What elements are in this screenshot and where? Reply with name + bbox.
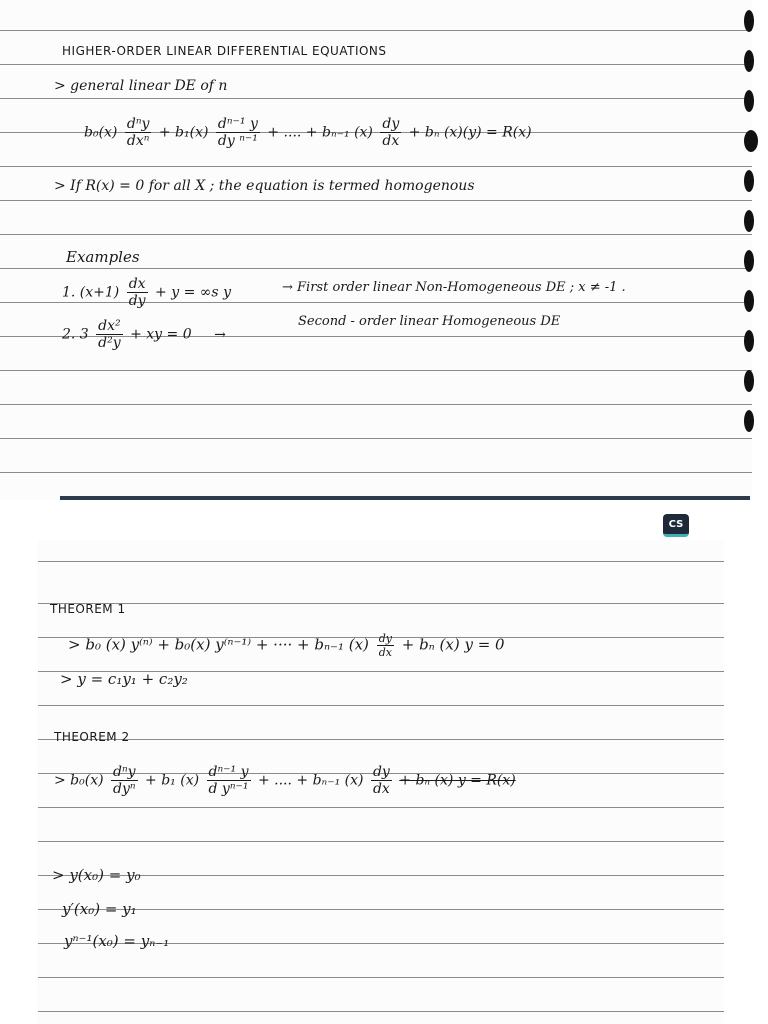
binder-hole-icon	[744, 170, 754, 192]
theorem-2-denominator-3: dx	[372, 781, 390, 797]
theorem-2-fraction-1	[111, 764, 138, 797]
term3-numerator: dy	[382, 116, 400, 132]
example-2-numerator: dx²	[98, 318, 121, 334]
initial-condition-2: y′(x₀) = y₁	[62, 900, 137, 918]
example-1-rest: + y = ∞s y	[155, 284, 231, 301]
examples-title: Examples	[66, 248, 140, 266]
theorem-2-tail: + bₙ (x) y = R(x)	[399, 772, 516, 789]
binder-hole-icon	[744, 50, 754, 72]
theorem-2-lead: > b₀(x)	[54, 772, 104, 789]
theorem-2-fraction-2	[207, 764, 251, 797]
example-1-numerator: dx	[128, 276, 146, 292]
term3-fraction	[380, 116, 401, 149]
example-2-description: Second - order linear Homogeneous DE	[298, 314, 561, 329]
theorem-1-fraction	[377, 632, 394, 659]
example-1-description: → First order linear Non-Homogeneous DE ; x ≠ -1 .	[282, 280, 626, 295]
homogeneous-note: > If R(x) = 0 for all X ; the equation is termed homogenous	[54, 178, 475, 194]
term1-denominator: dxⁿ	[126, 133, 150, 149]
term2-coefficient: b₁(x)	[175, 124, 209, 141]
theorem-2-middle: + b₁ (x)	[145, 772, 200, 789]
binder-hole-icon	[744, 410, 754, 432]
binder-hole-icon	[744, 90, 754, 112]
term1-coefficient: b₀(x)	[84, 124, 118, 141]
term1-numerator: dⁿy	[126, 116, 150, 132]
binder-hole-icon	[744, 250, 754, 272]
theorem-1-title: THEOREM 1	[50, 602, 126, 616]
example-1-denominator: dy	[128, 293, 146, 309]
binder-holes	[744, 10, 758, 450]
plus-sign: +	[158, 124, 171, 141]
term2-numerator: dⁿ⁻¹ y	[217, 116, 258, 132]
initial-condition-3: yⁿ⁻¹(x₀) = yₙ₋₁	[64, 932, 170, 950]
theorem-2-denominator-1: dyⁿ	[113, 781, 136, 797]
theorem-2-fraction-3	[371, 764, 392, 797]
theorem-2-middle-2: + .... + bₙ₋₁ (x)	[257, 772, 364, 789]
example-1-fraction	[127, 276, 148, 309]
binder-hole-icon	[744, 330, 754, 352]
binder-hole-icon	[744, 370, 754, 392]
theorem-2-numerator-3: dy	[372, 764, 390, 780]
page-1-bottom-edge	[60, 496, 750, 500]
page-heading: HIGHER-ORDER LINEAR DIFFERENTIAL EQUATIONS	[62, 44, 387, 58]
theorem-2-numerator-1: dⁿy	[113, 764, 136, 780]
theorem-2-numerator-2: dⁿ⁻¹ y	[208, 764, 249, 780]
theorem-1-denominator: dx	[378, 646, 392, 659]
theorem-1-numerator: dy	[378, 632, 392, 645]
theorem-2-denominator-2: d yⁿ⁻¹	[208, 781, 249, 797]
ellipsis-plus: + .... +	[267, 124, 318, 141]
term1-fraction	[125, 116, 152, 149]
initial-condition-1: > y(x₀) = y₀	[52, 866, 141, 884]
term2-fraction	[216, 116, 260, 149]
example-1-lead: 1. (x+1)	[62, 284, 120, 301]
example-2	[62, 318, 226, 351]
example-2-fraction	[96, 318, 122, 351]
binder-hole-icon	[744, 290, 754, 312]
theorem-1-solution: > y = c₁y₁ + c₂y₂	[60, 670, 188, 688]
example-1	[62, 276, 231, 309]
binder-hole-icon	[744, 10, 754, 32]
example-2-rest: + xy = 0	[130, 326, 192, 343]
example-2-denominator: d²y	[98, 335, 121, 351]
theorem-2-equation	[54, 764, 516, 797]
binder-hole-icon	[744, 130, 758, 152]
theorem-1-equation-end: + bₙ (x) y = 0	[401, 635, 505, 654]
binder-hole-icon	[744, 210, 754, 232]
camscanner-logo-icon: CS	[663, 514, 689, 537]
example-2-lead: 2. 3	[62, 326, 89, 343]
general-equation	[84, 116, 532, 149]
term2-denominator: dy ⁿ⁻¹	[217, 133, 258, 149]
theorem-1-equation	[68, 632, 505, 659]
equation-tail: + bₙ (x)(y) = R(x)	[408, 124, 532, 141]
notebook-page-2	[38, 540, 724, 1024]
theorem-2-title: THEOREM 2	[54, 730, 130, 744]
theorem-1-equation-start: > b₀ (x) y⁽ⁿ⁾ + b₀(x) y⁽ⁿ⁻¹⁾ + ···· + bₙ₋₁ (x)	[68, 635, 369, 654]
term3-coefficient: bₙ₋₁ (x)	[321, 124, 373, 141]
general-linear-de-label: > general linear DE of n	[54, 78, 228, 94]
term3-denominator: dx	[382, 133, 400, 149]
example-2-arrow: →	[214, 326, 226, 343]
notebook-page-1	[0, 0, 752, 500]
